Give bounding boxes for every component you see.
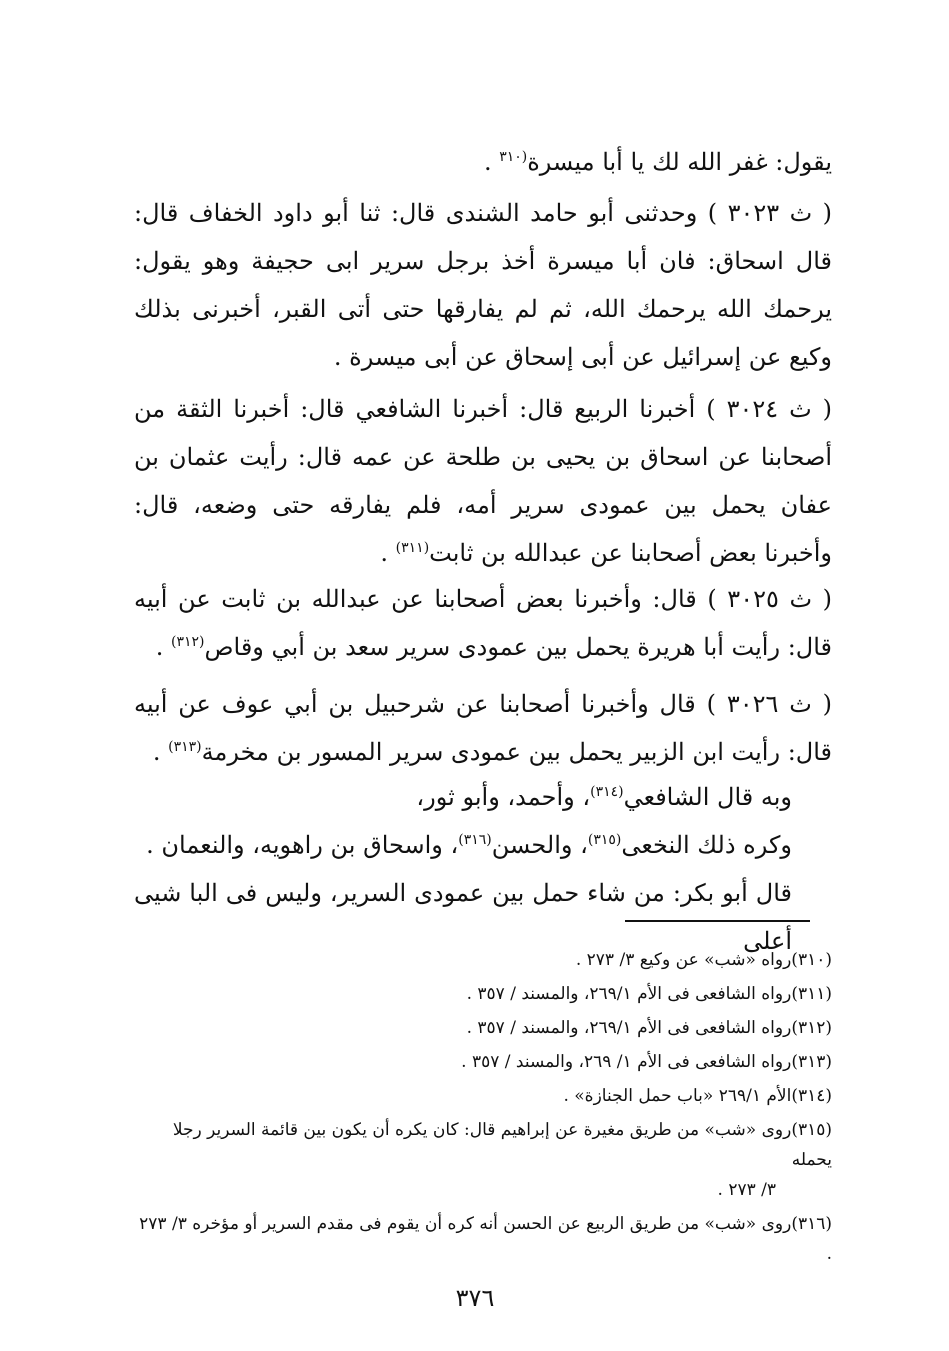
main-text	[134, 138, 832, 186]
paragraph: ( ث ٣٠٢٣ ) وحدثنى أبو حامد الشندى قال: ثنا أبو داود الخفاف قال: قال اسحاق: فان أبا ميسرة أخذ برجل سرير ابى حجيفة وهو يقول: يرحمك الله يرحمك الله، ثم لم يفارقها حتى أتى القبر، أخبرنى بذلك وكيع عن إسرائيل عن أبى إسحاق عن أبى ميسرة .	[134, 199, 832, 371]
narration-3025	[134, 575, 832, 671]
narration-3023	[134, 189, 832, 381]
footnote: (٣١٤)الأم ٢٦٩/١ «باب حمل الجنازة» .	[563, 1086, 832, 1106]
text-line: وبه قال الشافعي$^{(٣١٤)}$، وأحمد، وأبو ثور،	[416, 783, 792, 811]
footnote-ref[interactable]: (٣١٤)	[590, 784, 624, 800]
page-number: ٣٧٦	[455, 1284, 495, 1312]
footnote-ref[interactable]: (٣١٥)	[587, 832, 622, 848]
footnote: (٣١٢)رواه الشافعى فى الأم ٢٦٩/١، والمسند / ٣٥٧ .	[466, 1018, 832, 1038]
footnote: (٣١١)رواه الشافعى فى الأم ٢٦٩/١، والمسند / ٣٥٧ .	[466, 984, 832, 1004]
footnote-ref[interactable]: (٣١٦)	[458, 832, 492, 848]
footnote-separator	[625, 920, 810, 922]
footnote: (٣١٦)روى «شب» من طريق الربيع عن الحسن أنه كره أن يقوم فى مقدم السرير أو مؤخره ٣/ ٢٧٣ .	[139, 1214, 832, 1264]
text-line: وكره ذلك النخعى$^{(٣١٥)}$، والحسن$^{(٣١٦)}$، واسحاق بن راهويه، والنعمان .	[146, 831, 792, 859]
narration-3026	[134, 680, 832, 776]
opinions-block	[134, 773, 832, 965]
footnote-ref[interactable]: (٣١٣)	[168, 739, 202, 755]
footnotes	[134, 945, 832, 1273]
footnote-continuation: ٣/ ٢٧٣ .	[717, 1180, 776, 1200]
paragraph: ( ث ٣٠٢٤ ) أخبرنا الربيع قال: أخبرنا الشافعي قال: أخبرنا الثقة من أصحابنا عن اسحاق بن يحيى بن طلحة عن عمه قال: رأيت عثمان بن عفان يحمل بين عمودى سرير أمه، فلم يفارقه حتى وضعه، قال: وأخبرنا بعض أصحابنا عن عبدالله بن ثابت$^{(٣١١)}$ .	[134, 395, 833, 567]
text-line: قال أبو بكر: من شاء حمل بين عمودى السرير، وليس فى البا شيى أعلى	[134, 879, 792, 955]
paragraph-intro: يقول: غفر الله لك يا أبا ميسرة$^{(٣١٠}$ .	[483, 148, 832, 176]
footnote: (٣١٠)رواه «شب» عن وكيع ٣/ ٢٧٣ .	[575, 950, 832, 970]
footnote-ref[interactable]: (٣١١)	[395, 540, 430, 556]
paragraph: ( ث ٣٠٢٦ ) قال وأخبرنا أصحابنا عن شرحبيل بن أبي عوف عن أبيه قال: رأيت ابن الزبير يحمل بين عمودى سرير المسور بن مخرمة$^{(٣١٣)}$ .	[134, 690, 833, 766]
footnote: (٣١٥)روى «شب» من طريق مغيرة عن إبراهيم قال: كان يكره أن يكون بين قائمة السرير رجلا يحمله	[172, 1120, 832, 1170]
paragraph: ( ث ٣٠٢٥ ) قال: وأخبرنا بعض أصحابنا عن عبدالله بن ثابت عن أبيه قال: رأيت أبا هريرة يحمل بين عمودى سرير سعد بن أبي وقاص$^{(٣١٢)}$ .	[134, 585, 833, 661]
footnote-ref[interactable]: (٣١٢)	[170, 634, 205, 650]
footnote: (٣١٣)رواه الشافعى فى الأم ١/ ٢٦٩، والمسند / ٣٥٧ .	[461, 1052, 832, 1072]
footnote-ref[interactable]: (٣١٠	[499, 149, 528, 165]
narration-3024	[134, 385, 832, 577]
